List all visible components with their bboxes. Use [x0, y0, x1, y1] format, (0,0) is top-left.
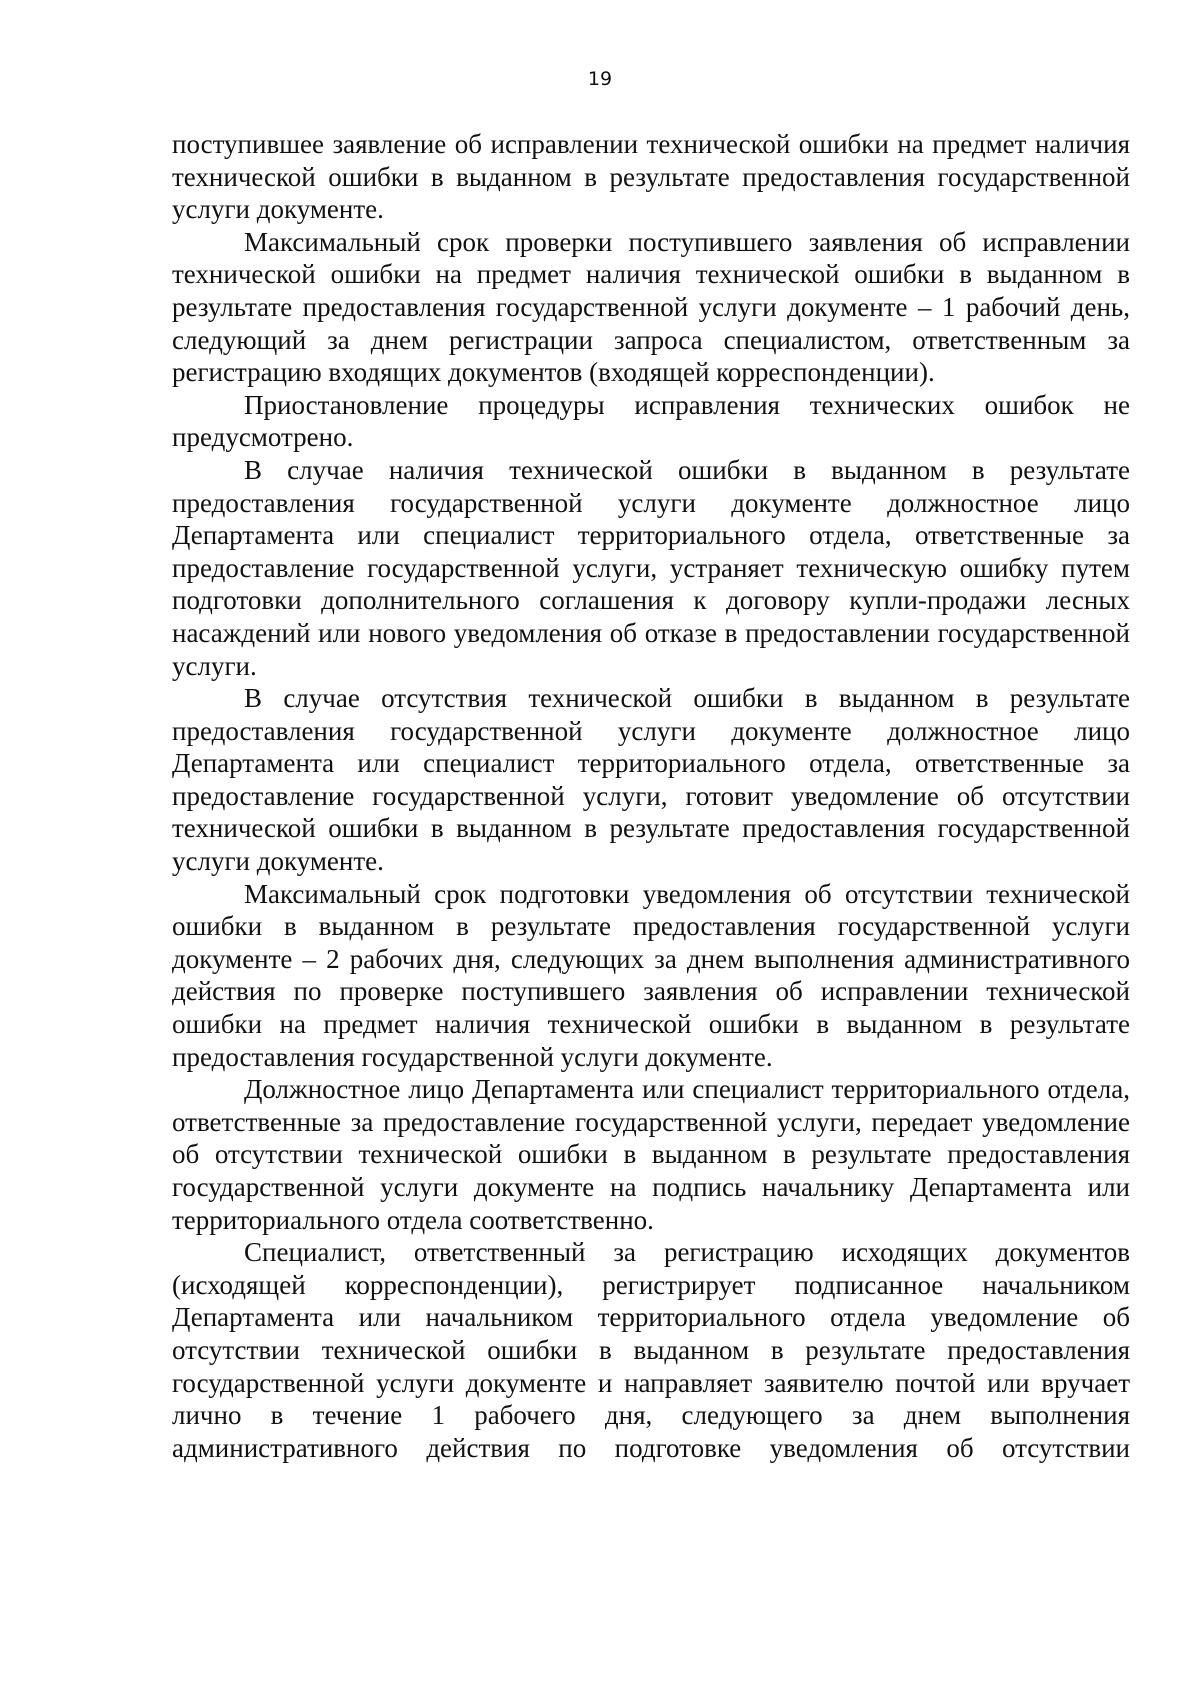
- paragraph-7: Должностное лицо Департамента или специалист территориального отдела, ответственные за предоставление государственной услуги, передает уведомление об отсутствии технической ошибки в выданном в результате предоставления государственной услуги документе на подпись начальнику Департамента или территориального отдела соответственно.: [172, 1074, 1130, 1235]
- page-number: 19: [587, 68, 613, 90]
- document-body: [172, 128, 1130, 1464]
- paragraph-8: Специалист, ответственный за регистрацию исходящих документов (исходящей корреспонденции), регистрирует подписанное начальником Департамента или начальником территориального отдела уведомление об отсутствии технической ошибки в выданном в результате предоставления государственной услуги документе и направляет заявителю почтой или вручает лично в течение 1 рабочего дня, следующего за днем выполнения административного действия по подготовке уведомления об отсутствии: [172, 1237, 1130, 1463]
- paragraph-2: Максимальный срок проверки поступившего заявления об исправлении технической ошибки на предмет наличия технической ошибки в выданном в результате предоставления государственной услуги документе – 1 рабочий день, следующий за днем регистрации запроса специалистом, ответственным за регистрацию входящих документов (входящей корреспонденции).: [172, 226, 1130, 388]
- paragraph-6: Максимальный срок подготовки уведомления об отсутствии технической ошибки в выданном в результате предоставления государственной услуги документе – 2 рабочих дня, следующих за днем выполнения административного действия по проверке поступившего заявления об исправлении технической ошибки на предмет наличия технической ошибки в выданном в результате предоставления государственной услуги документе.: [172, 878, 1130, 1072]
- paragraph-1: поступившее заявление об исправлении технической ошибки на предмет наличия технической ошибки в выданном в результате предоставления государственной услуги документе.: [172, 129, 1130, 225]
- paragraph-3: Приостановление процедуры исправления технических ошибок не предусмотрено.: [172, 389, 1130, 453]
- paragraph-4: В случае наличия технической ошибки в выданном в результате предоставления государственной услуги документе должностное лицо Департамента или специалист территориального отдела, ответственные за предоставление государственной услуги, устраняет техническую ошибку путем подготовки дополнительного соглашения к договору купли-продажи лесных насаждений или нового уведомления об отказе в предоставлении государственной услуги.: [172, 454, 1130, 681]
- paragraph-5: В случае отсутствия технической ошибки в выданном в результате предоставления государственной услуги документе должностное лицо Департамента или специалист территориального отдела, ответственные за предоставление государственной услуги, готовит уведомление об отсутствии технической ошибки в выданном в результате предоставления государственной услуги документе.: [172, 683, 1130, 877]
